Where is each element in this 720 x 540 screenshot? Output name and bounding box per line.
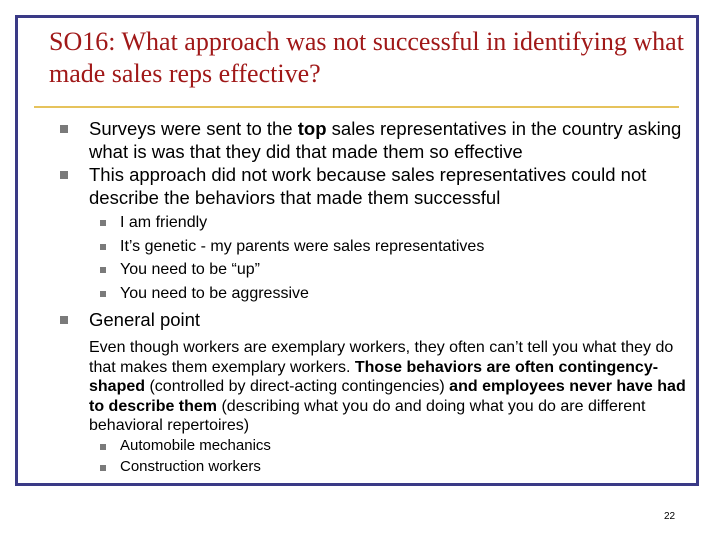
sub-bullet-2: It’s genetic - my parents were sales representatives (120, 238, 485, 255)
example-2: Construction workers (120, 458, 261, 475)
paragraph-text-3: (describing what you do and doing what you do are different behavioral repertoires) (89, 397, 646, 434)
example-1: Automobile mechanics (120, 437, 271, 454)
paragraph-bold-1: Those behaviors are often contingency-shaped (89, 358, 659, 395)
sub-bullet-marker (100, 220, 106, 226)
sub-bullet-4: You need to be aggressive (120, 285, 309, 302)
title-divider (34, 106, 679, 108)
sub-bullet-marker (100, 267, 106, 273)
paragraph-text-2: (controlled by direct-acting contingencies) (145, 378, 450, 395)
sub-bullet-marker (100, 244, 106, 250)
bullet-general-point: General point (89, 309, 201, 330)
bullet-approach: This approach did not work because sales representatives could not describe the behaviors that made them successful (89, 164, 647, 208)
bullet-marker (60, 125, 68, 133)
page-number: 22 (664, 511, 676, 522)
bullet-marker (60, 171, 68, 179)
bullet-surveys (89, 117, 689, 163)
sub-bullet-marker (100, 291, 106, 297)
bullet-marker (60, 316, 68, 324)
bullet-surveys-bold: top (297, 118, 327, 139)
example-bullet-marker (100, 444, 106, 450)
bullet-surveys-text-1: Surveys were sent to the (89, 118, 298, 139)
sub-bullet-1: I am friendly (120, 214, 208, 231)
paragraph-bold-2: and employees never have had to describe them (89, 378, 686, 415)
bullet-surveys-text-2: sales representatives in the country asking what is was that they did that made them so effective (89, 118, 682, 162)
general-point-paragraph (89, 338, 689, 436)
paragraph-text-1: Even though workers are exemplary workers, they often can’t tell you what they do that makes them exemplary workers. (89, 339, 674, 376)
slide-title: SO16: What approach was not successful in identifying what made sales reps effective? (49, 27, 684, 88)
sub-bullet-3: You need to be “up” (120, 261, 260, 278)
example-bullet-marker (100, 465, 106, 471)
